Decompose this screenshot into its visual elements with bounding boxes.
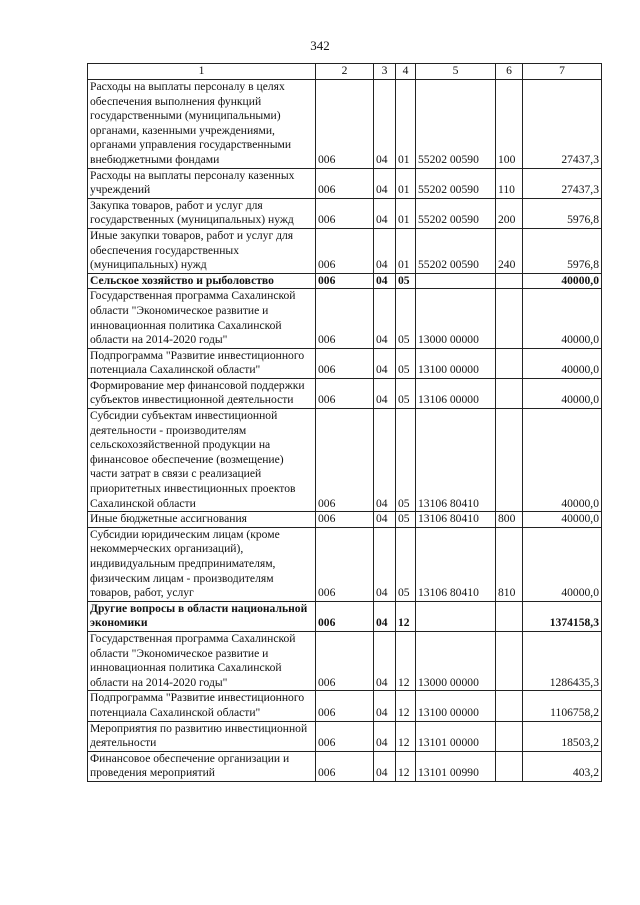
row-target-code (416, 273, 496, 289)
row-ministry-code: 006 (316, 631, 374, 690)
row-section-code: 04 (374, 348, 396, 378)
row-expense-kind: 810 (496, 527, 523, 601)
row-expense-kind (496, 273, 523, 289)
table-row (88, 80, 602, 169)
row-ministry-code: 006 (316, 80, 374, 169)
header-cell: 1 (88, 64, 316, 80)
header-cell: 3 (374, 64, 396, 80)
row-subsection-code: 05 (396, 512, 416, 528)
table-row (88, 409, 602, 512)
header-cell: 6 (496, 64, 523, 80)
row-section-code: 04 (374, 512, 396, 528)
row-ministry-code: 006 (316, 721, 374, 751)
row-name: Подпрограмма "Развитие инвестиционного потенциала Сахалинской области" (88, 691, 316, 721)
header-cell: 2 (316, 64, 374, 80)
row-amount: 40000,0 (523, 527, 602, 601)
row-name: Субсидии субъектам инвестиционной деятельности - производителям сельскохозяйственной продукции на финансовое обеспечение (возмещение) части затрат в связи с реализацией приоритетных инвестиционных проектов Сахалинской области (88, 409, 316, 512)
row-target-code: 13101 00000 (416, 721, 496, 751)
row-subsection-code: 01 (396, 80, 416, 169)
row-subsection-code: 12 (396, 601, 416, 631)
header-cell: 7 (523, 64, 602, 80)
row-expense-kind (496, 721, 523, 751)
row-target-code (416, 601, 496, 631)
row-name: Иные закупки товаров, работ и услуг для обеспечения государственных (муниципальных) нужд (88, 228, 316, 273)
row-target-code: 13101 00990 (416, 751, 496, 781)
row-expense-kind (496, 378, 523, 408)
row-amount: 1374158,3 (523, 601, 602, 631)
row-subsection-code: 12 (396, 631, 416, 690)
row-ministry-code: 006 (316, 409, 374, 512)
header-cell: 5 (416, 64, 496, 80)
row-target-code: 55202 00590 (416, 80, 496, 169)
table-row (88, 378, 602, 408)
row-target-code: 13106 80410 (416, 527, 496, 601)
row-ministry-code: 006 (316, 512, 374, 528)
row-amount: 40000,0 (523, 512, 602, 528)
row-target-code: 13000 00000 (416, 289, 496, 348)
page-number: 342 (310, 38, 330, 53)
row-name: Расходы на выплаты персоналу в целях обеспечения выполнения функций государственными (муниципальными) органами, казенными учреждениями, органами управления государственными внебюджетными фондами (88, 80, 316, 169)
row-ministry-code: 006 (316, 198, 374, 228)
row-ministry-code: 006 (316, 601, 374, 631)
row-expense-kind (496, 751, 523, 781)
row-name: Закупка товаров, работ и услуг для государственных (муниципальных) нужд (88, 198, 316, 228)
row-amount: 40000,0 (523, 289, 602, 348)
row-subsection-code: 05 (396, 409, 416, 512)
row-ministry-code: 006 (316, 751, 374, 781)
row-expense-kind: 200 (496, 198, 523, 228)
table-row (88, 631, 602, 690)
row-target-code: 55202 00590 (416, 228, 496, 273)
row-section-code: 04 (374, 273, 396, 289)
row-section-code: 04 (374, 527, 396, 601)
row-subsection-code: 01 (396, 168, 416, 198)
row-subsection-code: 12 (396, 721, 416, 751)
row-ministry-code: 006 (316, 527, 374, 601)
row-expense-kind: 100 (496, 80, 523, 169)
row-amount: 403,2 (523, 751, 602, 781)
row-section-code: 04 (374, 228, 396, 273)
row-expense-kind (496, 601, 523, 631)
row-target-code: 13106 80410 (416, 409, 496, 512)
row-ministry-code: 006 (316, 168, 374, 198)
table-row (88, 198, 602, 228)
row-name: Иные бюджетные ассигнования (88, 512, 316, 528)
row-name: Другие вопросы в области национальной экономики (88, 601, 316, 631)
row-amount: 40000,0 (523, 378, 602, 408)
row-amount: 18503,2 (523, 721, 602, 751)
row-name: Сельское хозяйство и рыболовство (88, 273, 316, 289)
table-row (88, 721, 602, 751)
row-amount: 1106758,2 (523, 691, 602, 721)
table-row (88, 348, 602, 378)
row-expense-kind: 240 (496, 228, 523, 273)
row-section-code: 04 (374, 691, 396, 721)
row-section-code: 04 (374, 721, 396, 751)
row-name: Государственная программа Сахалинской области "Экономическое развитие и инновационная политика Сахалинской области на 2014-2020 годы" (88, 631, 316, 690)
table-row (88, 527, 602, 601)
row-subsection-code: 05 (396, 378, 416, 408)
row-name: Субсидии юридическим лицам (кроме некоммерческих организаций), индивидуальным предпринимателям, физическим лицам - производителям товаров, работ, услуг (88, 527, 316, 601)
table-row (88, 289, 602, 348)
row-subsection-code: 05 (396, 527, 416, 601)
row-name: Финансовое обеспечение организации и проведения мероприятий (88, 751, 316, 781)
row-amount: 1286435,3 (523, 631, 602, 690)
row-section-code: 04 (374, 751, 396, 781)
row-amount: 5976,8 (523, 228, 602, 273)
row-section-code: 04 (374, 80, 396, 169)
header-cell: 4 (396, 64, 416, 80)
row-expense-kind (496, 409, 523, 512)
table-row (88, 691, 602, 721)
row-ministry-code: 006 (316, 228, 374, 273)
row-amount: 40000,0 (523, 273, 602, 289)
row-section-code: 04 (374, 168, 396, 198)
row-name: Подпрограмма "Развитие инвестиционного потенциала Сахалинской области" (88, 348, 316, 378)
row-subsection-code: 12 (396, 751, 416, 781)
row-subsection-code: 05 (396, 289, 416, 348)
row-section-code: 04 (374, 198, 396, 228)
row-target-code: 13100 00000 (416, 691, 496, 721)
table-row (88, 751, 602, 781)
row-expense-kind (496, 348, 523, 378)
row-target-code: 55202 00590 (416, 198, 496, 228)
row-ministry-code: 006 (316, 273, 374, 289)
budget-table (87, 63, 602, 782)
row-amount: 27437,3 (523, 168, 602, 198)
row-section-code: 04 (374, 631, 396, 690)
table-row (88, 512, 602, 528)
row-amount: 40000,0 (523, 409, 602, 512)
table-row (88, 601, 602, 631)
row-target-code: 13000 00000 (416, 631, 496, 690)
row-target-code: 13106 80410 (416, 512, 496, 528)
row-expense-kind (496, 631, 523, 690)
row-ministry-code: 006 (316, 378, 374, 408)
row-ministry-code: 006 (316, 348, 374, 378)
row-subsection-code: 01 (396, 228, 416, 273)
row-name: Формирование мер финансовой поддержки субъектов инвестиционной деятельности (88, 378, 316, 408)
row-target-code: 13100 00000 (416, 348, 496, 378)
row-amount: 27437,3 (523, 80, 602, 169)
row-expense-kind (496, 691, 523, 721)
row-section-code: 04 (374, 409, 396, 512)
row-amount: 40000,0 (523, 348, 602, 378)
row-section-code: 04 (374, 289, 396, 348)
row-subsection-code: 01 (396, 198, 416, 228)
table-row (88, 228, 602, 273)
row-subsection-code: 05 (396, 348, 416, 378)
row-expense-kind (496, 289, 523, 348)
table-row (88, 273, 602, 289)
row-subsection-code: 12 (396, 691, 416, 721)
row-target-code: 55202 00590 (416, 168, 496, 198)
row-name: Государственная программа Сахалинской области "Экономическое развитие и инновационная политика Сахалинской области на 2014-2020 годы" (88, 289, 316, 348)
row-ministry-code: 006 (316, 691, 374, 721)
row-amount: 5976,8 (523, 198, 602, 228)
row-name: Расходы на выплаты персоналу казенных учреждений (88, 168, 316, 198)
row-section-code: 04 (374, 601, 396, 631)
row-name: Мероприятия по развитию инвестиционной деятельности (88, 721, 316, 751)
header-row (88, 64, 602, 80)
row-section-code: 04 (374, 378, 396, 408)
row-expense-kind: 800 (496, 512, 523, 528)
row-expense-kind: 110 (496, 168, 523, 198)
row-ministry-code: 006 (316, 289, 374, 348)
table-row (88, 168, 602, 198)
row-subsection-code: 05 (396, 273, 416, 289)
row-target-code: 13106 00000 (416, 378, 496, 408)
